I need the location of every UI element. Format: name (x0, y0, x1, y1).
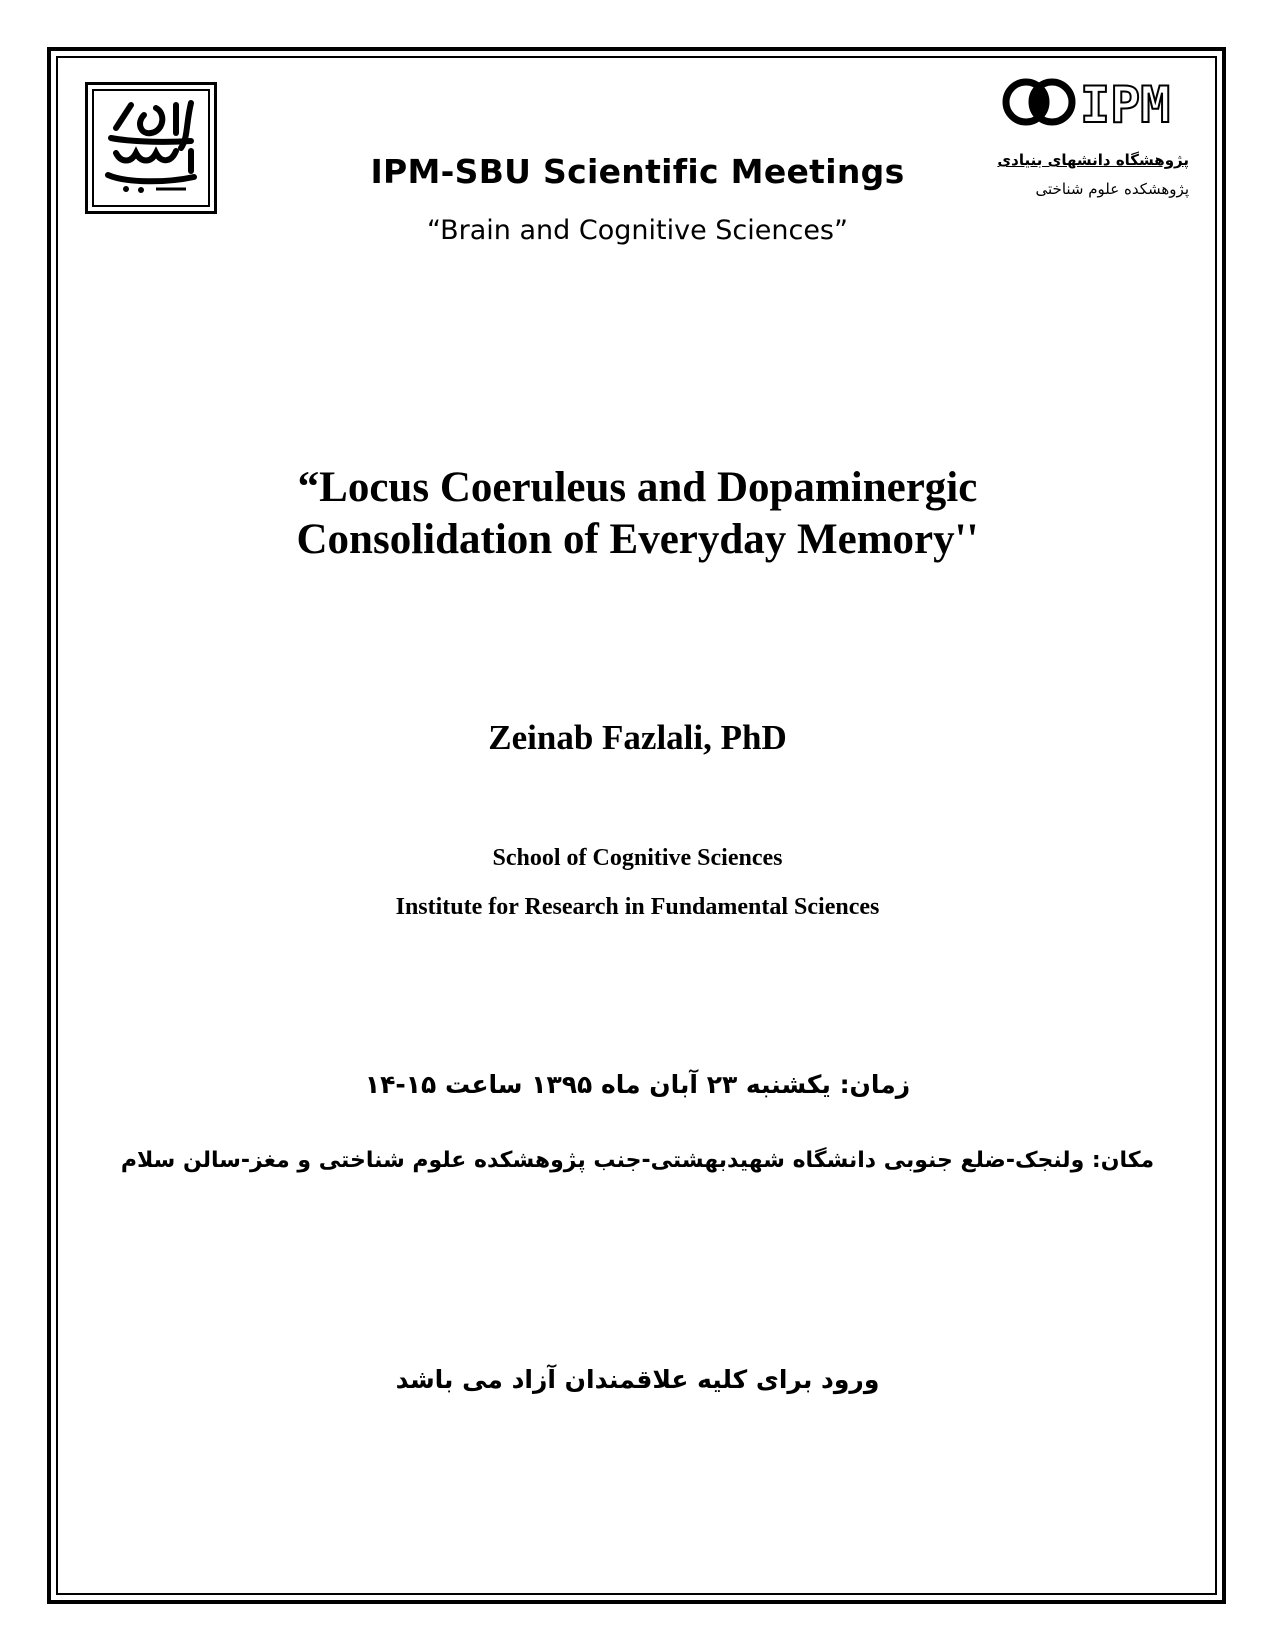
talk-title (0, 462, 1275, 566)
ipm-name-persian: پژوهشگاه دانشهای بنیادی (997, 151, 1189, 169)
talk-title-line1: “Locus Coeruleus and Dopaminergic (297, 464, 978, 511)
school-name-persian: پژوهشکده علوم شناختی (1035, 180, 1189, 198)
entry-note: ورود برای کلیه علاقمندان آزاد می باشد (395, 1365, 880, 1394)
ipm-logo-text: IPM (1080, 76, 1171, 130)
talk-title-line2: Consolidation of Everyday Memory'' (296, 516, 979, 563)
meeting-subtitle: “Brain and Cognitive Sciences” (426, 215, 848, 246)
meeting-title: IPM-SBU Scientific Meetings (370, 152, 905, 191)
ipm-logo (1002, 74, 1192, 130)
event-time: زمان: یکشنبه ۲۳ آبان ماه ۱۳۹۵ ساعت ۱۵-۱۴ (364, 1070, 911, 1099)
speaker-name: Zeinab Fazlali, PhD (488, 718, 787, 757)
ipm-logo-icon (1002, 74, 1192, 130)
sbu-logo (85, 82, 217, 214)
event-location: مکان: ولنجک-ضلع جنوبی دانشگاه شهیدبهشتی-جنب پژوهشکده علوم شناختی و مغز-سالن سلام (120, 1148, 1155, 1173)
speaker-affiliation-school: School of Cognitive Sciences (492, 845, 783, 871)
speaker-affiliation-institute: Institute for Research in Fundamental Sciences (395, 894, 880, 920)
